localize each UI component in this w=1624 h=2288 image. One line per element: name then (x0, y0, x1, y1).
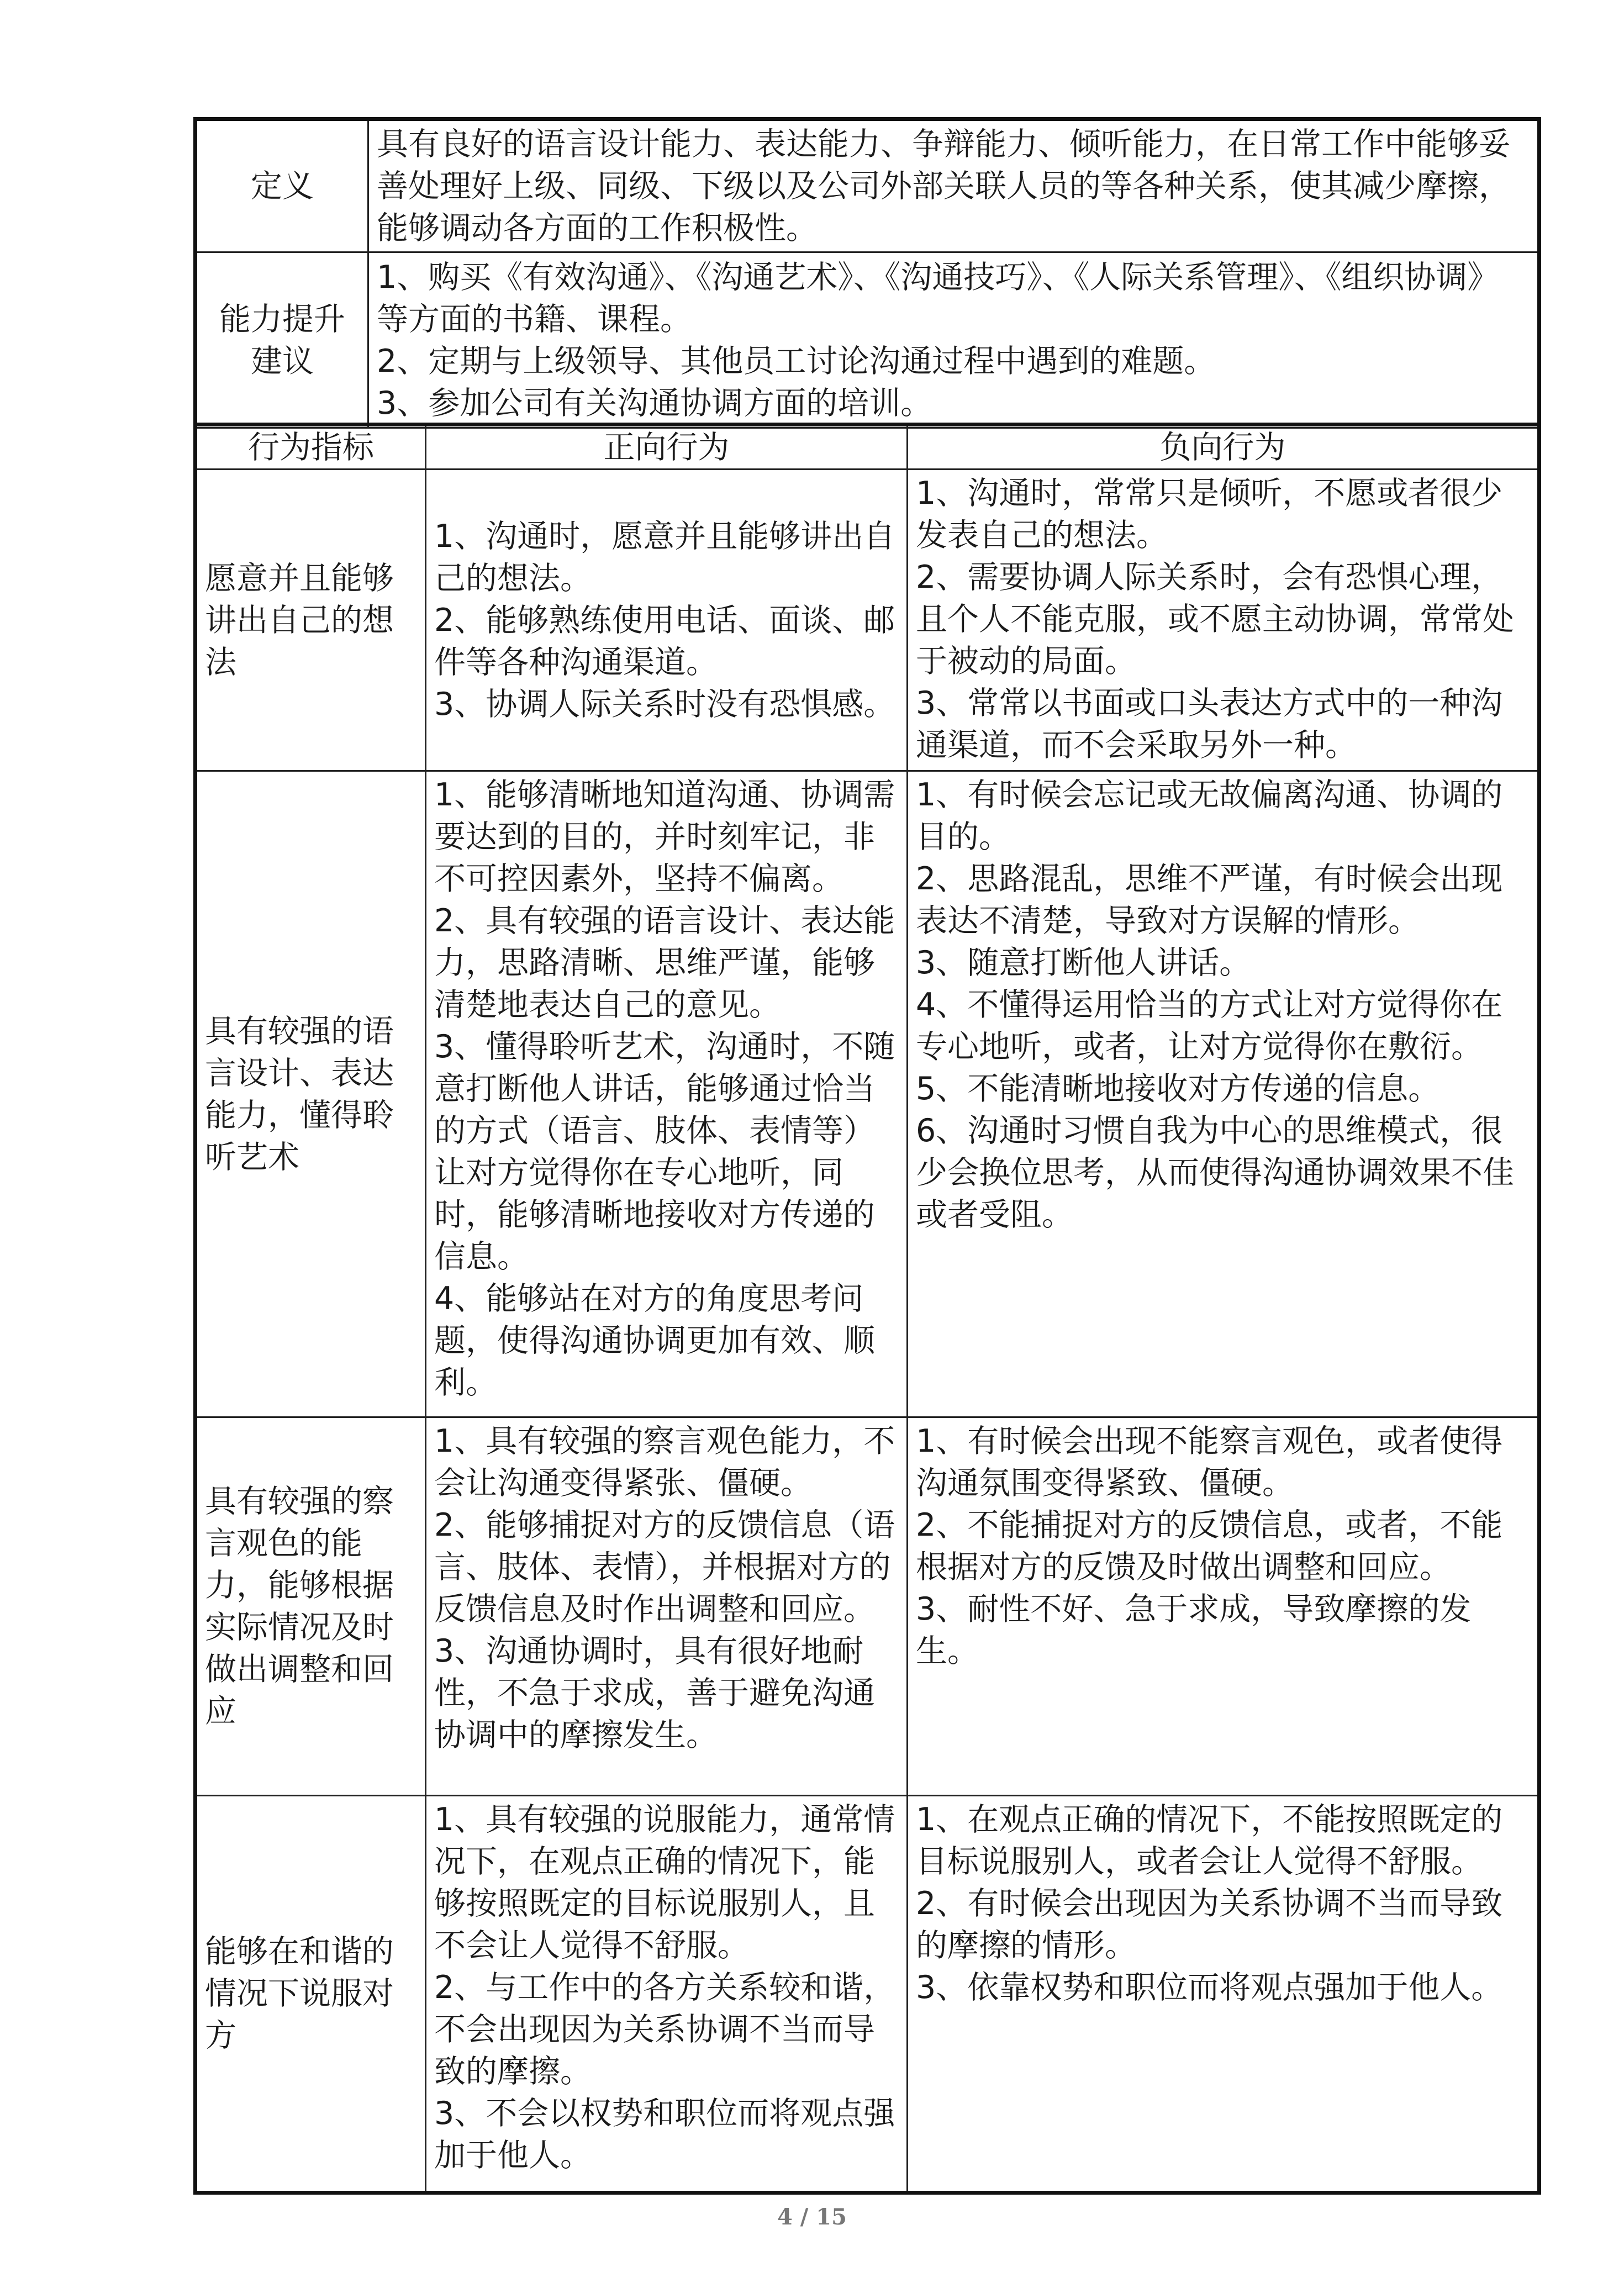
negative-behavior-item: 5、不能清晰地接收对方传递的信息。 (916, 1071, 1440, 1107)
negative-behavior-item: 4、不懂得运用恰当的方式让对方觉得你在专心地听，或者，让对方觉得你在敷衍。 (916, 987, 1503, 1065)
table-row (196, 1417, 1539, 1796)
behavior-table (193, 423, 1541, 2195)
negative-behavior-item: 1、沟通时，常常只是倾听，不愿或者很少发表自己的想法。 (916, 475, 1503, 553)
negative-behavior-item: 2、需要协调人际关系时，会有恐惧心理，且个人不能克服，或不愿主动协调，常常处于被动的局面。 (916, 559, 1514, 679)
behavior-indicator: 愿意并且能够讲出自己的想法 (196, 470, 426, 771)
positive-behavior-item: 2、能够捕捉对方的反馈信息（语言、肢体、表情），并根据对方的反馈信息及时作出调整和回应。 (434, 1507, 895, 1627)
negative-behavior-item: 2、不能捕捉对方的反馈信息，或者，不能根据对方的反馈及时做出调整和回应。 (916, 1507, 1503, 1585)
table-row (196, 771, 1539, 1417)
positive-behavior-item: 1、沟通时，愿意并且能够讲出自己的想法。 (434, 518, 895, 597)
behavior-indicator: 具有较强的察言观色的能力，能够根据实际情况及时做出调整和回应 (196, 1417, 426, 1796)
negative-behavior-item: 1、有时候会出现不能察言观色，或者使得沟通氛围变得紧致、僵硬。 (916, 1423, 1503, 1501)
suggestion-item: 3、参加公司有关沟通协调方面的培训。 (377, 384, 932, 421)
positive-behavior-item: 2、能够熟练使用电话、面谈、邮件等各种沟通渠道。 (434, 602, 895, 681)
negative-behavior-item: 1、有时候会忘记或无故偏离沟通、协调的目的。 (916, 777, 1503, 855)
negative-behaviors (908, 470, 1539, 771)
suggestions-row (196, 252, 1539, 428)
positive-behavior-item: 3、协调人际关系时没有恐惧感。 (434, 686, 895, 723)
positive-behavior-item: 3、懂得聆听艺术，沟通时，不随意打断他人讲话，能够通过恰当的方式（语言、肢体、表情等）让对方觉得你在专心地听，同时，能够清晰地接收对方传递的信息。 (434, 1029, 895, 1275)
competency-summary-table (193, 117, 1541, 429)
suggestions-label: 能力提升建议 (196, 252, 368, 428)
table-row (196, 470, 1539, 771)
definition-label: 定义 (196, 119, 368, 252)
positive-behavior-item: 1、具有较强的说服能力，通常情况下，在观点正确的情况下，能够按照既定的目标说服别人，且不会让人觉得不舒服。 (434, 1801, 895, 1964)
header-negative: 负向行为 (908, 425, 1539, 470)
behavior-indicator: 能够在和谐的情况下说服对方 (196, 1796, 426, 2193)
positive-behavior-item: 2、与工作中的各方关系较和谐，不会出现因为关系协调不当而导致的摩擦。 (434, 1969, 895, 2090)
positive-behaviors (426, 1417, 908, 1796)
negative-behavior-item: 3、耐性不好、急于求成，导致摩擦的发生。 (916, 1591, 1472, 1669)
definition-row (196, 119, 1539, 252)
behavior-indicator: 具有较强的语言设计、表达能力，懂得聆听艺术 (196, 771, 426, 1417)
positive-behavior-item: 3、沟通协调时，具有很好地耐性，不急于求成，善于避免沟通协调中的摩擦发生。 (434, 1633, 875, 1753)
positive-behaviors (426, 771, 908, 1417)
positive-behavior-item: 1、能够清晰地知道沟通、协调需要达到的目的，并时刻牢记，非不可控因素外，坚持不偏离。 (434, 777, 895, 897)
negative-behavior-item: 1、在观点正确的情况下，不能按照既定的目标说服别人，或者会让人觉得不舒服。 (916, 1801, 1503, 1880)
header-indicator: 行为指标 (196, 425, 426, 470)
suggestion-item: 2、定期与上级领导、其他员工讨论沟通过程中遇到的难题。 (377, 342, 1216, 379)
positive-behavior-item: 1、具有较强的察言观色能力，不会让沟通变得紧张、僵硬。 (434, 1423, 895, 1501)
suggestions-text (368, 252, 1539, 428)
negative-behavior-item: 6、沟通时习惯自我为中心的思维模式，很少会换位思考，从而使得沟通协调效果不佳或者受阻。 (916, 1113, 1514, 1233)
positive-behavior-item: 2、具有较强的语言设计、表达能力，思路清晰、思维严谨，能够清楚地表达自己的意见。 (434, 903, 895, 1023)
positive-behaviors (426, 1796, 908, 2193)
negative-behavior-item: 3、随意打断他人讲话。 (916, 945, 1251, 981)
negative-behaviors (908, 771, 1539, 1417)
negative-behaviors (908, 1417, 1539, 1796)
positive-behavior-item: 3、不会以权势和职位而将观点强加于他人。 (434, 2095, 895, 2174)
table-row (196, 1796, 1539, 2193)
suggestion-item: 1、购买《有效沟通》、《沟通艺术》、《沟通技巧》、《人际关系管理》、《组织协调》等方面的书籍、课程。 (377, 259, 1499, 338)
negative-behaviors (908, 1796, 1539, 2193)
positive-behaviors (426, 470, 908, 771)
header-positive: 正向行为 (426, 425, 908, 470)
negative-behavior-item: 2、有时候会出现因为关系协调不当而导致的摩擦的情形。 (916, 1885, 1503, 1964)
positive-behavior-item: 4、能够站在对方的角度思考问题，使得沟通协调更加有效、顺利。 (434, 1280, 875, 1401)
negative-behavior-item: 3、常常以书面或口头表达方式中的一种沟通渠道，而不会采取另外一种。 (916, 685, 1503, 763)
negative-behavior-item: 2、思路混乱，思维不严谨，有时候会出现表达不清楚，导致对方误解的情形。 (916, 861, 1503, 939)
header-row (196, 425, 1539, 470)
negative-behavior-item: 3、依靠权势和职位而将观点强加于他人。 (916, 1969, 1503, 2006)
page-number: 4 / 15 (777, 2204, 847, 2230)
definition-text: 具有良好的语言设计能力、表达能力、争辩能力、倾听能力，在日常工作中能够妥善处理好上级、同级、下级以及公司外部关联人员的等各种关系，使其减少摩擦，能够调动各方面的工作积极性。 (368, 119, 1539, 252)
